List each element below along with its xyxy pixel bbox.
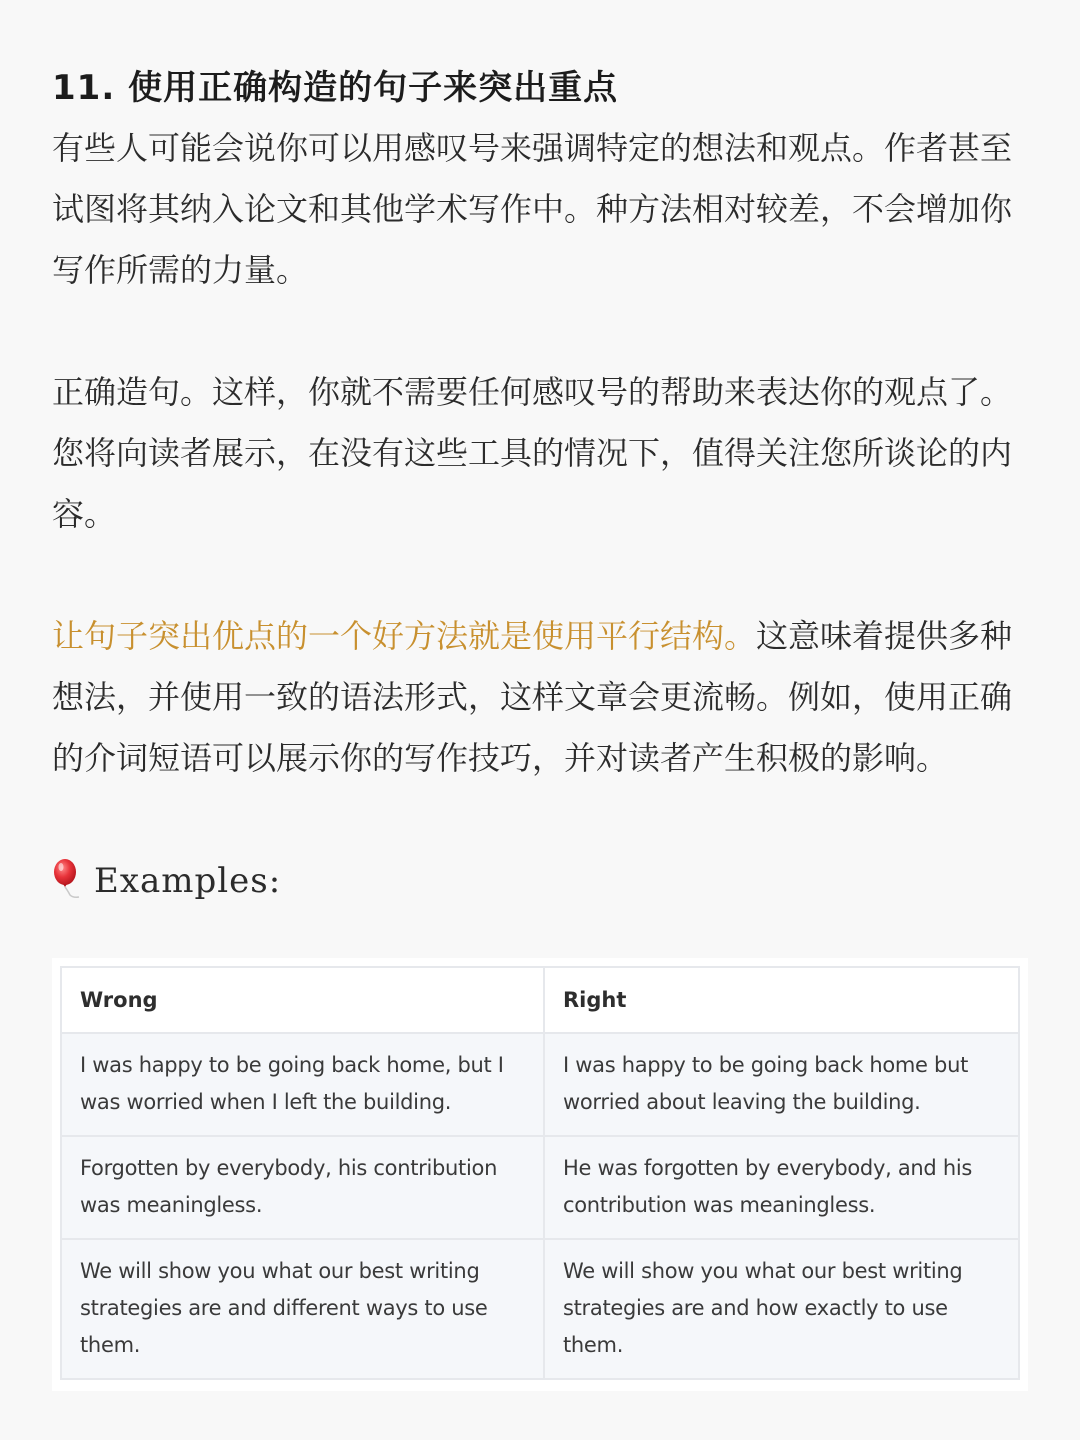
- examples-label: Examples:: [94, 861, 282, 901]
- examples-table: [60, 966, 1020, 1380]
- article-section: [52, 58, 1028, 911]
- table-row: [61, 1033, 1019, 1136]
- highlighted-sentence: 让句子突出优点的一个好方法就是使用平行结构。: [52, 617, 757, 655]
- paragraph-sentence-construction: 正确造句。这样，你就不需要任何感叹号的帮助来表达你的观点了。您将向读者展示，在没有这些工具的情况下，值得关注您所谈论的内容。: [52, 373, 1013, 533]
- right-cell: We will show you what our best writing strategies are and how exactly to use them.: [544, 1239, 1019, 1379]
- right-cell: He was forgotten by everybody, and his contribution was meaningless.: [544, 1136, 1019, 1239]
- table-row: [61, 1239, 1019, 1379]
- right-cell: I was happy to be going back home but worried about leaving the building.: [544, 1033, 1019, 1136]
- wrong-cell: I was happy to be going back home, but I was worried when I left the building.: [61, 1033, 544, 1136]
- header-right: Right: [544, 967, 1019, 1033]
- wrong-cell: Forgotten by everybody, his contribution was meaningless.: [61, 1136, 544, 1239]
- wrong-cell: We will show you what our best writing strategies are and different ways to use them.: [61, 1239, 544, 1379]
- balloon-icon: [52, 851, 82, 911]
- paragraph-rest: 这意味着提供多种想法，并使用一致的语法形式，这样文章会更流畅。例如，使用正确的介词短语可以展示你的写作技巧，并对读者产生积极的影响。: [52, 617, 1013, 777]
- paragraph-parallel-structure: [52, 606, 1028, 789]
- examples-heading: [52, 851, 1028, 911]
- table-row: [61, 1136, 1019, 1239]
- header-wrong: Wrong: [61, 967, 544, 1033]
- paragraph-exclamation: 有些人可能会说你可以用感叹号来强调特定的想法和观点。作者甚至试图将其纳入论文和其他学术写作中。种方法相对较差，不会增加你写作所需的力量。: [52, 129, 1013, 289]
- table-header-row: [61, 967, 1019, 1033]
- examples-table-card: [52, 958, 1028, 1391]
- section-heading: 11. 使用正确构造的句子来突出重点: [52, 68, 619, 108]
